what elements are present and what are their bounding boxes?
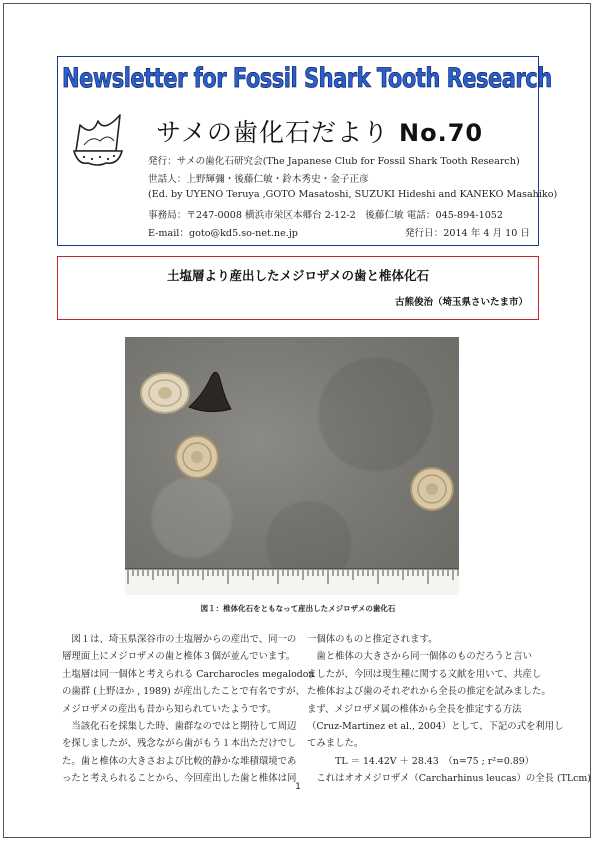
body-line: を探しましたが、残念ながら歯がもう１本出ただけでし (62, 738, 297, 750)
vertebra-fossil-2 (176, 436, 218, 478)
fossil-photo (125, 337, 459, 595)
vertebra-fossil-1 (141, 373, 189, 413)
vertebra-fossil-3 (411, 468, 453, 510)
issue-date: 発行日：2014 年 4 月 10 日 (404, 228, 530, 239)
editors-en-line: (Ed. by UYENO Teruya ,GOTO Masatoshi, SUZUKI Hideshi and KANEKO Masahiko) (148, 189, 558, 200)
article-author: 古熊俊治（埼玉県さいたま市） (394, 297, 528, 308)
newsletter-title-jp (156, 113, 483, 149)
body-line: 一個体のものと推定されます。 (307, 634, 438, 645)
body-column-left (62, 631, 315, 788)
body-line: ましたが、今回は現生種に関する文献を用いて、共産し (307, 668, 542, 680)
body-line: TL ＝ 14.42V ＋ 28.43 （n=75 ; r²=0.89） (307, 755, 535, 767)
shark-tooth-fossil (189, 372, 231, 411)
body-line: 図１は、埼玉県深谷市の土塩層からの産出で、同一の (62, 634, 297, 645)
publisher-line: 発行：サメの歯化石研究会(The Japanese Club for Fossil Shark Tooth Research) (148, 156, 520, 167)
body-line: ったと考えられることから、今回産出した歯と椎体は同 (62, 773, 297, 785)
shark-tooth-logo-icon (70, 107, 126, 169)
body-line: 当該化石を採集した時、歯群なのではと期待して周辺 (62, 721, 297, 733)
body-line: た。歯と椎体の大きさおよび比較的静かな堆積環境であ (62, 755, 297, 767)
scale-ruler (125, 569, 459, 595)
body-line: の歯群 (上野ほか , 1989) が産出したことで有名ですが、 (62, 686, 305, 698)
office-line: 事務局：〒247-0008 横浜市栄区本郷台 2-12-2 後藤仁敏 電話：045-894-1052 (148, 210, 504, 221)
editors-line: 世話人：上野輝彌・後藤仁敏・鈴木秀史・金子正彦 (148, 174, 369, 185)
issue-number: No.70 (399, 119, 484, 147)
page-number: 1 (295, 782, 301, 792)
figure-caption: 図１：椎体化石をともなって産出したメジロザメの歯化石 (200, 604, 396, 613)
body-line: 土塩層は同一個体と考えられる Carcharocles megalodon (62, 668, 315, 680)
body-line: メジロザメの産出も昔から知られていたようです。 (62, 703, 277, 715)
email-line[interactable]: E-mail：goto@kd5.so-net.ne.jp (148, 228, 298, 239)
body-line: た椎体および歯のそれぞれから全長の推定を試みました。 (307, 686, 551, 698)
article-title: 土塩層より産出したメジロザメの歯と椎体化石 (166, 268, 429, 283)
body-line: これはオオメジロザメ（Carcharhinus leucas）の全長 (TLcm) (307, 773, 591, 785)
body-line: 層理面上にメジロザメの歯と椎体３個が並んでいます。 (62, 651, 296, 663)
newsletter-header (57, 56, 558, 246)
article-title-box (57, 256, 539, 320)
body-column-right (307, 631, 591, 788)
title-jp-text: サメの歯化石だより (156, 118, 390, 147)
body-line: 歯と椎体の大きさから同一個体のものだろうと言い (307, 651, 533, 663)
body-line: （Cruz-Martinez et al., 2004）として、下記の式を利用し (307, 721, 564, 733)
body-line: まず、メジロザメ属の椎体から全長を推定する方法 (307, 703, 522, 715)
newsletter-title-en: Newsletter for Fossil Shark Tooth Research (62, 63, 552, 93)
body-line: てみました。 (307, 738, 364, 750)
